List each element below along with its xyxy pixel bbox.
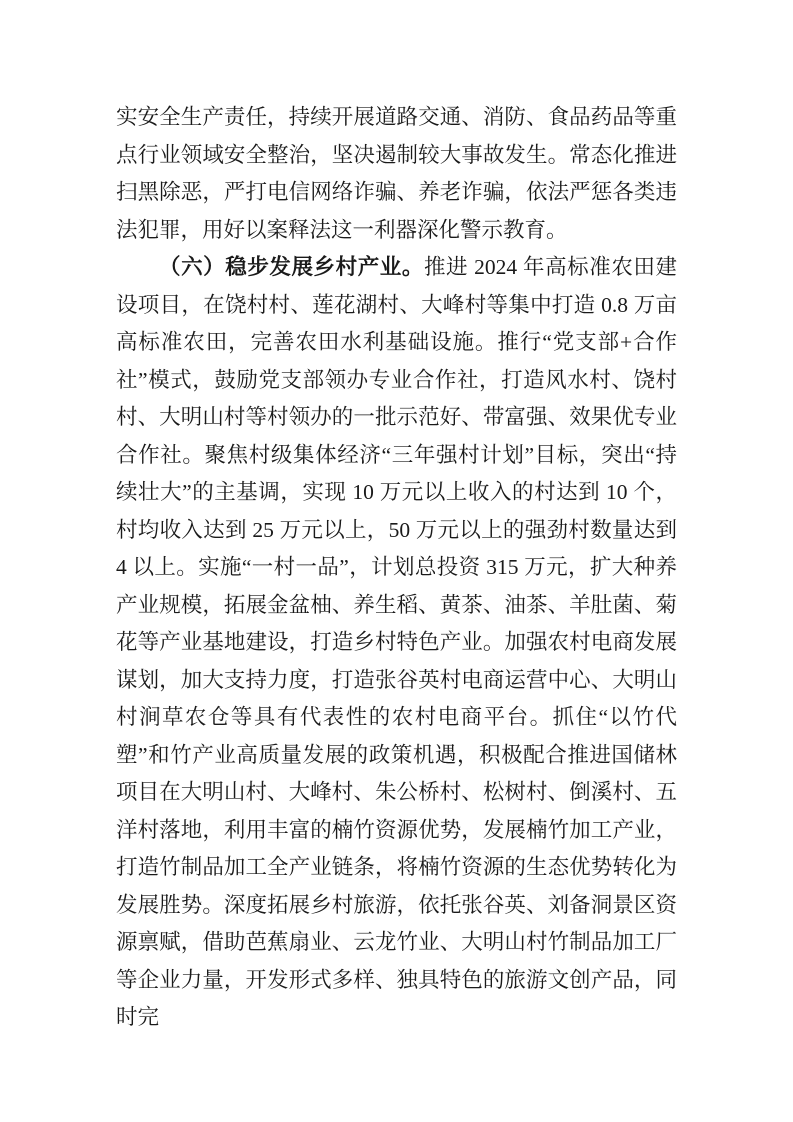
paragraph-section-6-rural-industry (116, 249, 677, 1037)
section-6-body: 推进 2024 年高标准农田建设项目，在饶村村、莲花湖村、大峰村等集中打造 0.8 万亩高标准农田，完善农田水利基础设施。推行“党支部+合作社”模式，鼓励党支部领办专业合作社，打造风水村、饶村村、大明山村等村领办的一批示范好、带富强、效果优专业合作社。聚焦村级集体经济“三年强村计划”目标，突出“持续壮大”的主基调，实现 10 万元以上收入的村达到 10 个，村均收入达到 25 万元以上，50 万元以上的强劲村数量达到 4 以上。实施“一村一品”，计划总投资 315 万元，扩大种养产业规模，拓展金盆柚、养生稻、黄茶、油茶、羊肚菌、菊花等产业基地建设，打造乡村特色产业。加强农村电商发展谋划，加大支持力度，打造张谷英村电商运营中心、大明山村涧草农仓等具有代表性的农村电商平台。抓住“以竹代塑”和竹产业高质量发展的政策机遇，积极配合推进国储林项目在大明山村、大峰村、朱公桥村、松树村、倒溪村、五洋村落地，利用丰富的楠竹资源优势，发展楠竹加工产业，打造竹制品加工全产业链条，将楠竹资源的生态优势转化为发展胜势。深度拓展乡村旅游，依托张谷英、刘备洞景区资源禀赋，借助芭蕉扇业、云龙竹业、大明山村竹制品加工厂等企业力量，开发形式多样、独具特色的旅游文创产品，同时完 (116, 255, 677, 1029)
document-text-block (116, 99, 677, 1037)
section-6-heading: （六）稳步发展乡村产业。 (159, 255, 424, 279)
paragraph-safety-continuation: 实安全生产责任，持续开展道路交通、消防、食品药品等重点行业领域安全整治，坚决遏制较大事故发生。常态化推进扫黑除恶，严打电信网络诈骗、养老诈骗，依法严惩各类违法犯罪，用好以案释法这一利器深化警示教育。 (116, 105, 677, 242)
